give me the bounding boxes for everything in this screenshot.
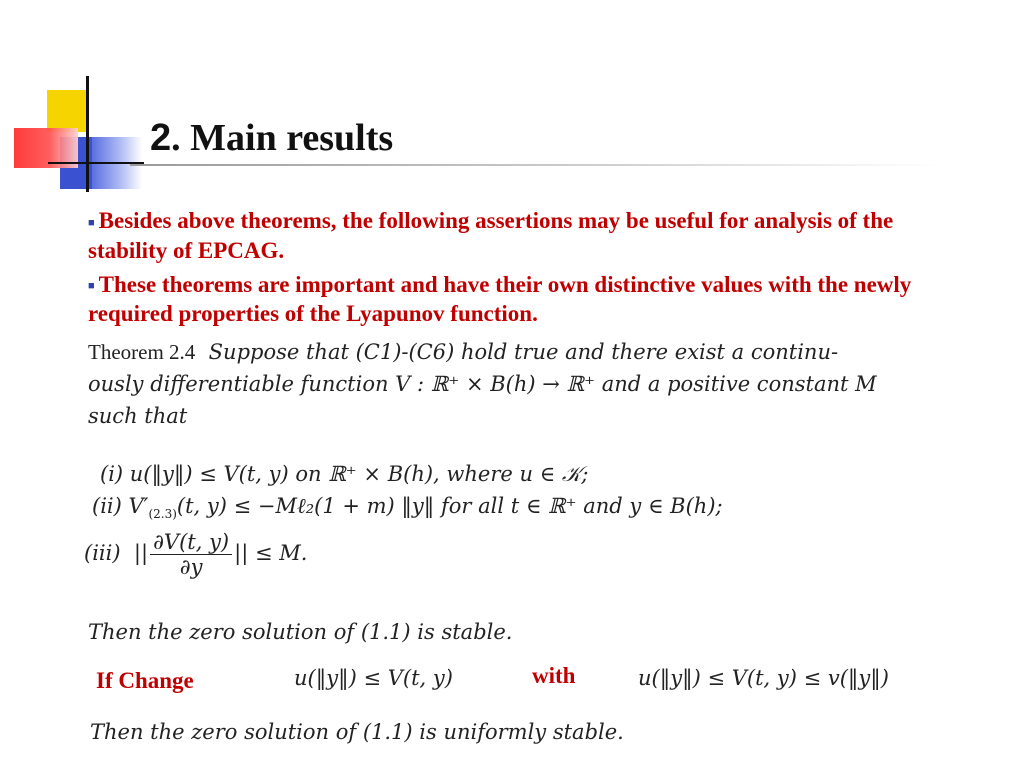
theorem-line-1: Theorem 2.4 Suppose that (C1)-(C6) hold true and there exist a continu- [88, 340, 839, 364]
partial-derivative-fraction: $\frac{\partial V(t, y)}{\partial y}$ [150, 530, 232, 579]
theorem-line-2: ously differentiable function V : ℝ⁺ × B(h) → ℝ⁺ and a positive constant M [88, 372, 877, 396]
bullet-item: ■ Besides above theorems, the following assertions may be useful for analysis of the stability of EPCAG. [88, 208, 894, 263]
condition-iii: (iii) || $\frac{\partial V(t, y)}{\partial y}$ || ≤ M. [84, 530, 308, 579]
change-label: If Change [96, 668, 194, 693]
change-with-word: with [532, 663, 576, 688]
bullet-item: ■ These theorems are important and have their own distinctive values with the newly required properties of the Lyapunov function. [88, 271, 912, 327]
conclusion-stable: Then the zero solution of (1.1) is stable. [88, 620, 513, 644]
change-to-expression: u(‖y‖) ≤ V(t, y) ≤ v(‖y‖) [638, 666, 889, 690]
deco-vertical-line [86, 76, 89, 192]
condition-ii: (ii) $V'_{(2.3)}(t$, y) ≤ −Mℓ₂(1 + m) ‖y‖ for all t ∈ ℝ⁺ and y ∈ B(h); [92, 494, 723, 522]
change-from-expression: u(‖y‖) ≤ V(t, y) [294, 666, 453, 690]
bullet-square-icon: ■ [88, 280, 95, 293]
bullet-list [88, 207, 968, 334]
conclusion-uniformly-stable: Then the zero solution of (1.1) is uniformly stable. [90, 720, 624, 744]
title-number: 2 [150, 117, 172, 159]
title-underline [130, 164, 940, 166]
deco-yellow-square [47, 90, 87, 132]
condition-i: (i) u(‖y‖) ≤ V(t, y) on ℝ⁺ × B(h), where u ∈ 𝒦; [100, 462, 589, 486]
slide-title [150, 116, 393, 160]
bullet-square-icon: ■ [88, 216, 95, 229]
theorem-line-3: such that [88, 404, 188, 428]
title-text: . Main results [171, 117, 394, 159]
theorem-label: Theorem 2.4 [88, 340, 196, 364]
